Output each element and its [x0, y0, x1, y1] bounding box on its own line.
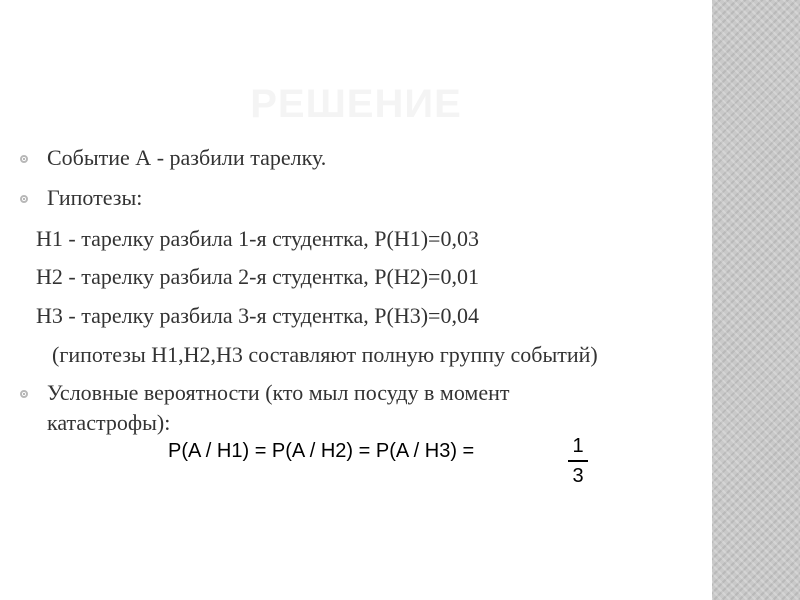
fraction-denominator: 3	[572, 464, 584, 487]
fraction	[568, 434, 588, 488]
decorative-side-bar	[712, 0, 800, 600]
hypothesis-h2: Н2 - тарелку разбила 2-я студентка, Р(Н2)=0,01	[36, 264, 479, 289]
slide-title: РЕШЕНИЕ	[250, 82, 462, 126]
bullet-conditional: Условные вероятности (кто мыл посуду в момент	[47, 380, 510, 405]
hypotheses-note: (гипотезы Н1,Н2,Н3 составляют полную группу событий)	[52, 342, 598, 367]
hypothesis-h1: Н1 - тарелку разбила 1-я студентка, Р(Н1)=0,03	[36, 226, 479, 251]
hypothesis-h3: Н3 - тарелку разбила 3-я студентка, Р(Н3)=0,04	[36, 303, 479, 328]
bullet-event: Событие А - разбили тарелку.	[47, 145, 327, 170]
bullet-icon	[20, 390, 28, 398]
bullet-icon	[20, 195, 28, 203]
fraction-numerator: 1	[572, 435, 584, 457]
bullet-hypotheses: Гипотезы:	[47, 185, 143, 210]
bullet-icon	[20, 155, 28, 163]
bullet-conditional-continuation: катастрофы):	[47, 410, 171, 435]
probability-formula: P(A / H1) = P(A / H2) = P(A / H3) =	[168, 440, 475, 462]
fraction-bar	[568, 460, 588, 462]
